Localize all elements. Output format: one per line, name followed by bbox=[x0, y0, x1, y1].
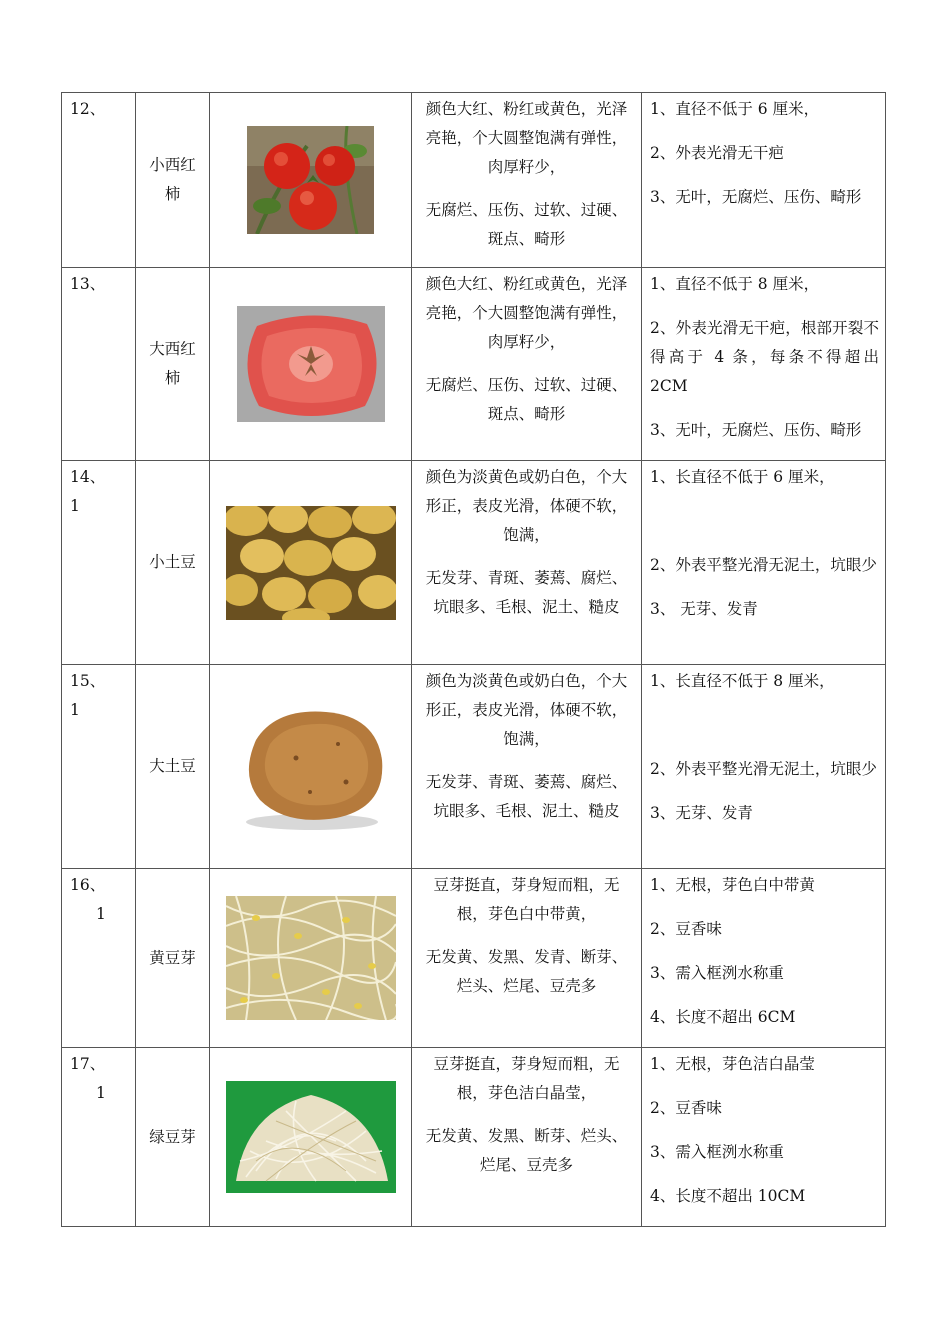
acceptance-requirements: 1、长直径不低于 6 厘米， 2、外表平整光滑无泥土，坑眼少 3、 无芽、发青 bbox=[642, 461, 886, 665]
large-potato-photo bbox=[226, 700, 396, 834]
row-number: 13、 bbox=[62, 268, 136, 461]
row-number: 15、 1 bbox=[62, 665, 136, 869]
row-number: 12、 bbox=[62, 93, 136, 268]
acceptance-requirements: 1、直径不低于 6 厘米， 2、外表光滑无干疤 3、无叶，无腐烂、压伤、畸形 bbox=[642, 93, 886, 268]
table-row bbox=[62, 461, 886, 665]
product-name: 黄豆芽 bbox=[136, 869, 210, 1048]
product-name: 小西红柿 bbox=[136, 93, 210, 268]
quality-description: 颜色为淡黄色或奶白色，个大形正，表皮光滑，体硬不软，饱满， 无发芽、青斑、萎蔫、腐烂、坑眼多、毛根、泥土、糙皮 bbox=[412, 665, 642, 869]
quality-description: 颜色大红、粉红或黄色，光泽亮艳，个大圆整饱满有弹性，肉厚籽少， 无腐烂、压伤、过软、过硬、斑点、畸形 bbox=[412, 268, 642, 461]
row-number: 14、 1 bbox=[62, 461, 136, 665]
product-name: 大西红柿 bbox=[136, 268, 210, 461]
product-image bbox=[210, 869, 412, 1048]
table-row bbox=[62, 93, 886, 268]
large-tomato-photo bbox=[237, 306, 385, 422]
table-row bbox=[62, 665, 886, 869]
acceptance-requirements: 1、长直径不低于 8 厘米， 2、外表平整光滑无泥土，坑眼少 3、无芽、发青 bbox=[642, 665, 886, 869]
produce-spec-table bbox=[61, 92, 886, 1227]
small-potato-photo bbox=[226, 506, 396, 620]
acceptance-requirements: 1、直径不低于 8 厘米， 2、外表光滑无干疤，根部开裂不得高于 4 条，每条不得超出 2CM 3、无叶，无腐烂、压伤、畸形 bbox=[642, 268, 886, 461]
mung-bean-sprouts-photo bbox=[226, 1081, 396, 1193]
product-name: 小土豆 bbox=[136, 461, 210, 665]
table-row bbox=[62, 869, 886, 1048]
table-row bbox=[62, 268, 886, 461]
row-number: 17、 1 bbox=[62, 1048, 136, 1227]
product-image bbox=[210, 665, 412, 869]
quality-description: 颜色大红、粉红或黄色，光泽亮艳，个大圆整饱满有弹性，肉厚籽少， 无腐烂、压伤、过软、过硬、斑点、畸形 bbox=[412, 93, 642, 268]
small-tomato-photo bbox=[247, 126, 374, 234]
acceptance-requirements: 1、无根，芽色白中带黄 2、豆香味 3、需入框洌水称重 4、长度不超出 6CM bbox=[642, 869, 886, 1048]
quality-description: 豆芽挺直，芽身短而粗，无根，芽色白中带黄， 无发黄、发黑、发青、断芽、烂头、烂尾、豆壳多 bbox=[412, 869, 642, 1048]
product-image bbox=[210, 461, 412, 665]
table-row bbox=[62, 1048, 886, 1227]
acceptance-requirements: 1、无根，芽色洁白晶莹 2、豆香味 3、需入框洌水称重 4、长度不超出 10CM bbox=[642, 1048, 886, 1227]
product-image bbox=[210, 268, 412, 461]
product-name: 绿豆芽 bbox=[136, 1048, 210, 1227]
product-image bbox=[210, 93, 412, 268]
row-number: 16、 1 bbox=[62, 869, 136, 1048]
soybean-sprouts-photo bbox=[226, 896, 396, 1020]
product-image bbox=[210, 1048, 412, 1227]
quality-description: 豆芽挺直，芽身短而粗，无根，芽色洁白晶莹， 无发黄、发黑、断芽、烂头、烂尾、豆壳多 bbox=[412, 1048, 642, 1227]
product-name: 大土豆 bbox=[136, 665, 210, 869]
quality-description: 颜色为淡黄色或奶白色，个大形正，表皮光滑，体硬不软，饱满， 无发芽、青斑、萎蔫、腐烂、坑眼多、毛根、泥土、糙皮 bbox=[412, 461, 642, 665]
